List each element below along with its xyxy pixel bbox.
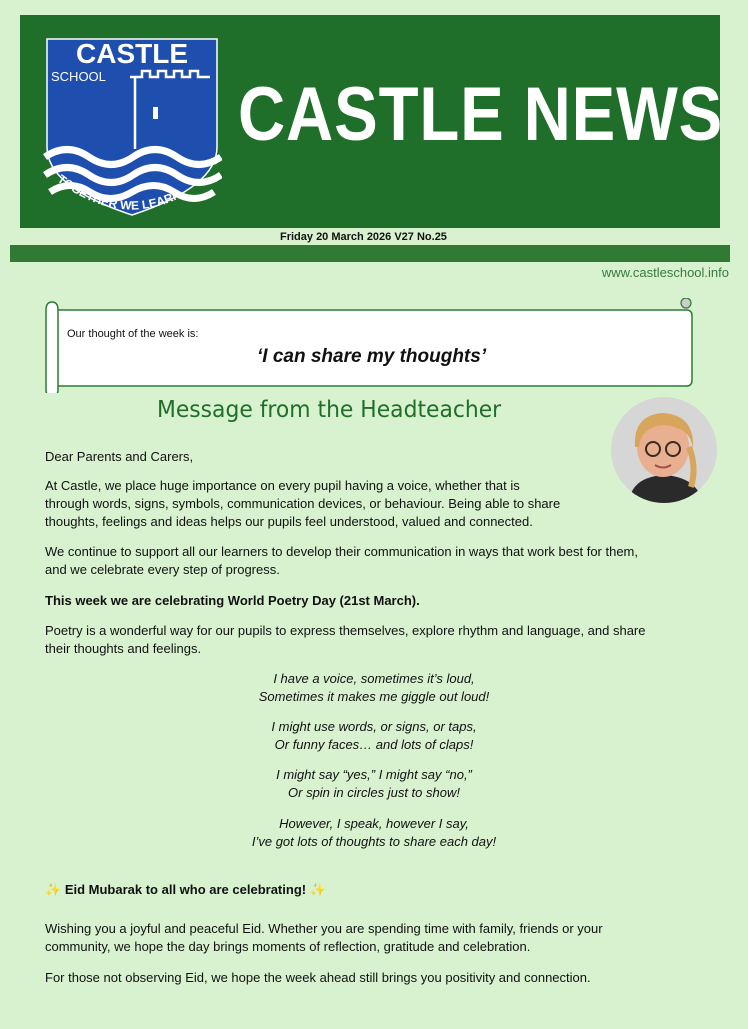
castle-school-logo — [42, 37, 222, 217]
svg-text:SCHOOL: SCHOOL — [51, 69, 106, 84]
paragraph-eid: Wishing you a joyful and peaceful Eid. Whether you are spending time with family, friends or your community, we hope the day brings moments of reflection, gratitude and celebration. — [45, 921, 603, 954]
poem-stanza-3: I might say “yes,” I might say “no,” Or spin in circles just to show! — [276, 767, 472, 800]
divider-bar — [10, 245, 730, 262]
header-banner — [20, 15, 724, 228]
svg-text:TOGETHER WE LEARN: TOGETHER WE LEARN — [54, 171, 184, 213]
poetry-heading: This week we are celebrating World Poetry Day (21st March). — [45, 593, 420, 608]
sparkles-icon: ✨ — [45, 882, 62, 897]
sparkles-icon: ✨ — [309, 882, 326, 897]
section-title: Message from the Headteacher — [157, 397, 502, 423]
thought-label: Our thought of the week is: — [67, 328, 199, 340]
poem-stanza-1: I have a voice, sometimes it’s loud, Sometimes it makes me giggle out loud! — [258, 671, 490, 704]
website-link[interactable]: www.castleschool.info — [601, 265, 729, 280]
poem-stanza-2: I might use words, or signs, or taps, Or funny faces… and lots of claps! — [271, 719, 477, 752]
paragraph-voice: At Castle, we place huge importance on every pupil having a voice, whether that is through words, signs, symbols, communication devices, or behaviour. Being able to share thoughts, feelings and ideas helps our pupils feel understood, valued and connected. — [45, 478, 561, 529]
greeting: Dear Parents and Carers, — [45, 449, 194, 464]
paragraph-poetry: Poetry is a wonderful way for our pupils to express themselves, explore rhythm and language, and share their thoughts and feelings. — [45, 623, 646, 656]
svg-text:CASTLE: CASTLE — [76, 38, 188, 69]
paragraph-support: We continue to support all our learners to develop their communication in ways that work best for them, and we celebrate every step of progress. — [45, 544, 638, 577]
poem-stanza-4: However, I speak, however I say, I’ve got lots of thoughts to share each day! — [251, 816, 497, 849]
paragraph-eid-others: For those not observing Eid, we hope the week ahead still brings you positivity and connection. — [45, 970, 591, 985]
masthead-title: CASTLE NEWS — [238, 72, 724, 157]
eid-heading: ✨ Eid Mubarak to all who are celebrating! ✨ — [45, 882, 326, 897]
